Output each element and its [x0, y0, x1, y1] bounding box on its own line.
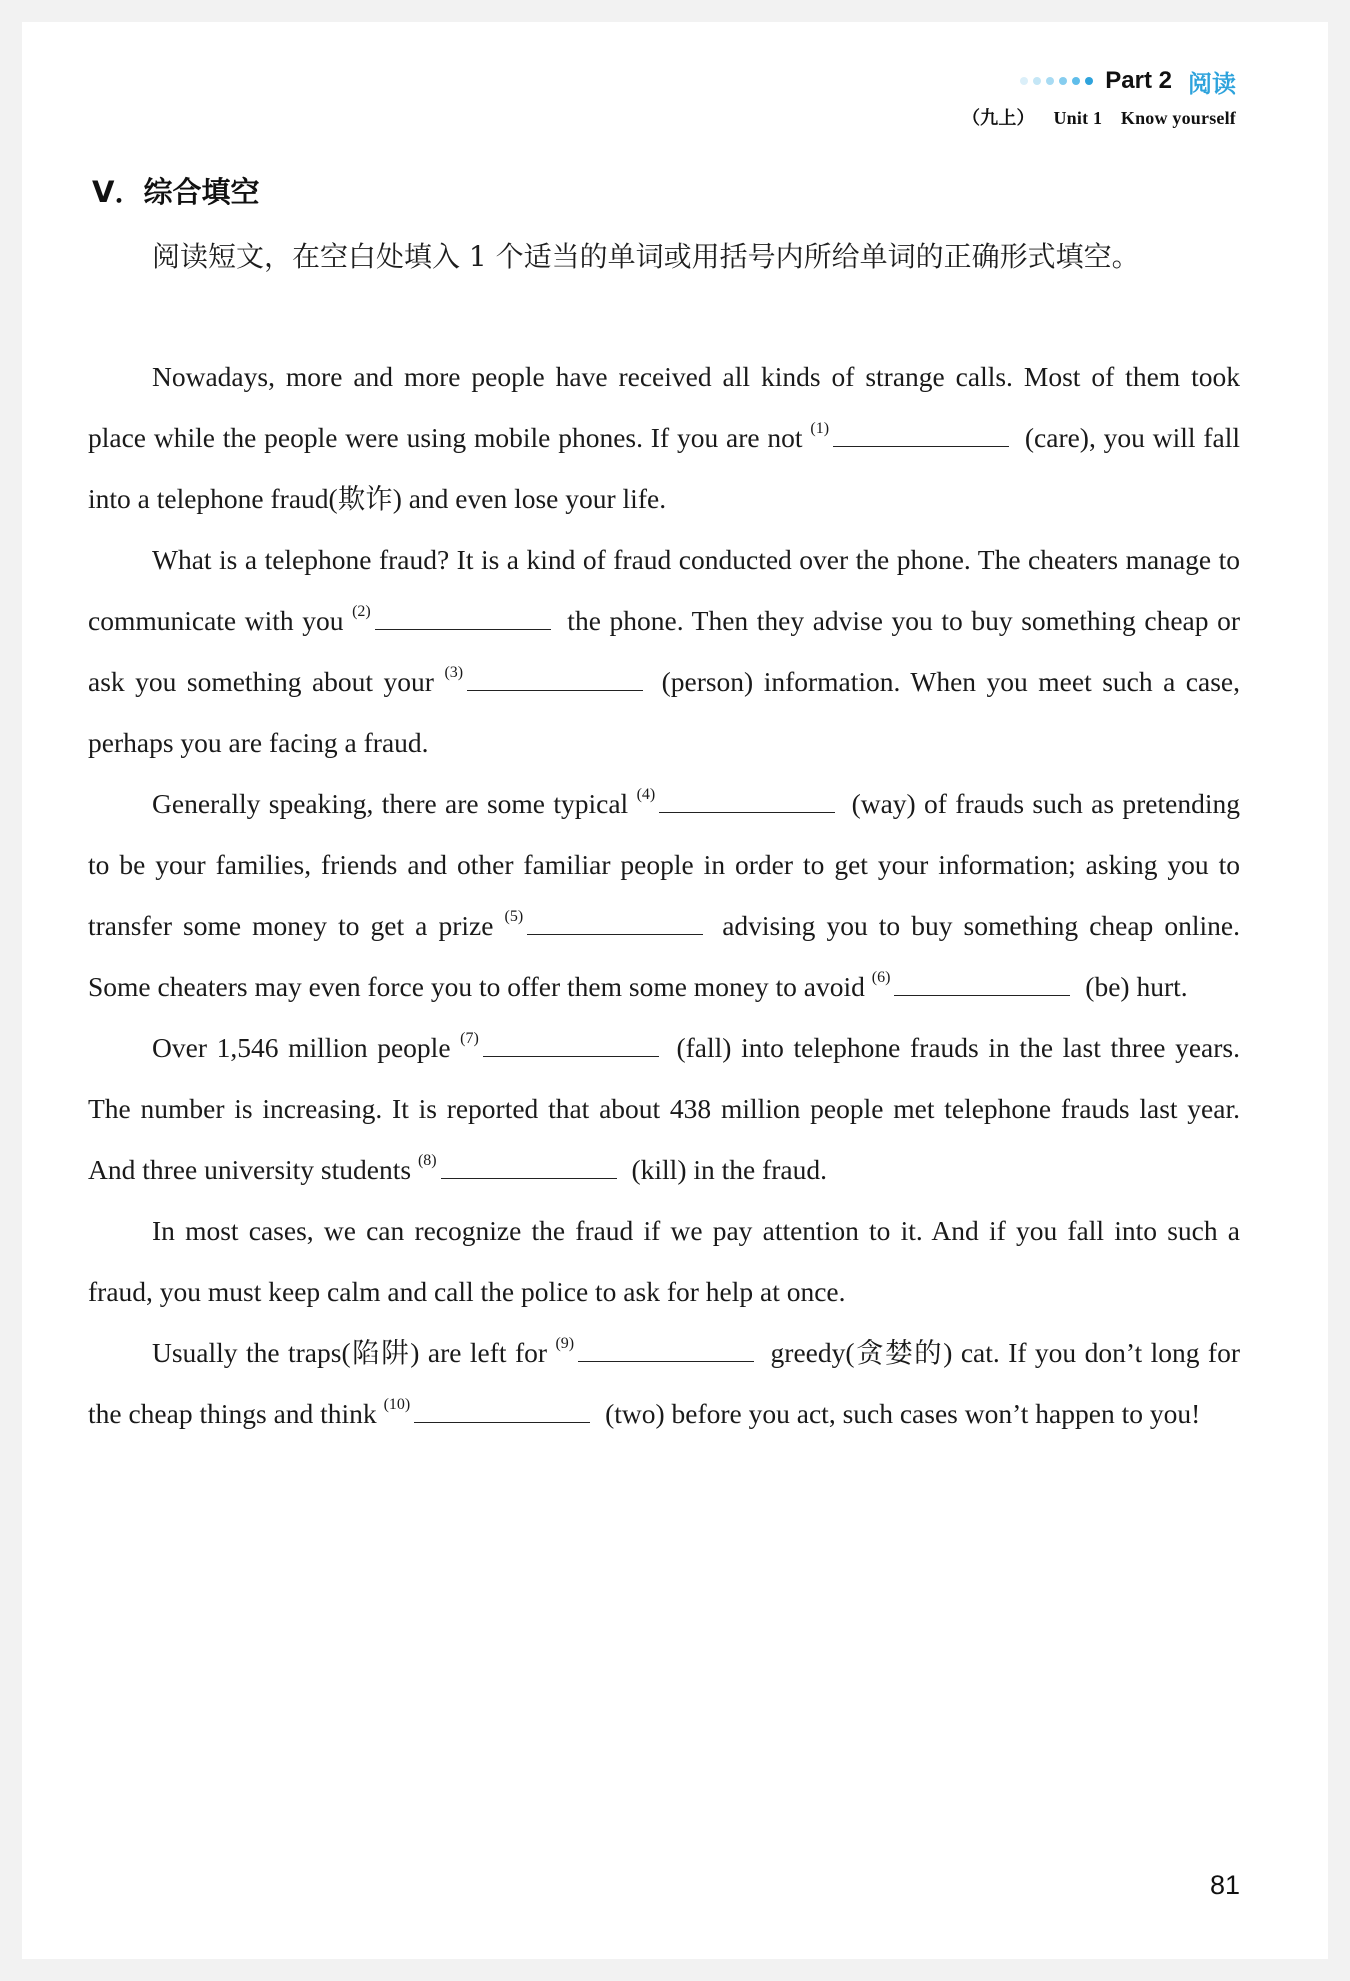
text-run: greedy(贪婪的) cat. If you don’t long for the cheap things and think	[88, 1337, 1240, 1429]
unit-title: Know yourself	[1120, 108, 1236, 128]
grade-label: （九上）	[961, 108, 1035, 128]
passage	[88, 346, 1240, 1444]
text-run: (kill) in the fraud.	[624, 1154, 827, 1185]
workbook-page	[22, 22, 1328, 1959]
text-run: the phone. Then they advise you to buy something cheap or ask you something about your	[88, 605, 1241, 697]
answer-blank-8[interactable]	[441, 1152, 617, 1179]
blank-number: (1)	[810, 420, 830, 437]
dot-icon	[1059, 77, 1067, 85]
text-run: (be) hurt.	[1078, 971, 1188, 1002]
answer-blank-9[interactable]	[578, 1335, 754, 1362]
answer-blank-1[interactable]	[833, 420, 1009, 447]
blank-number: (10)	[383, 1396, 411, 1413]
part-chinese-label: 阅读	[1188, 69, 1236, 98]
dot-icon	[1072, 77, 1080, 85]
text-run: Nowadays, more and more people have received all kinds of strange calls. Most of them took place while the people were using mobile phones. If you are not	[88, 361, 1240, 453]
blank-number: (5)	[504, 908, 524, 925]
decorative-dots	[1020, 77, 1093, 85]
text-run: Usually the traps(陷阱) are left for	[152, 1337, 556, 1368]
instructions: 阅读短文，在空白处填入 1 个适当的单词或用括号内所给单词的正确形式填空。	[152, 240, 1140, 273]
answer-blank-5[interactable]	[527, 908, 703, 935]
answer-blank-2[interactable]	[375, 603, 551, 630]
blank-number: (4)	[636, 786, 656, 803]
text-run: (way) of frauds such as pretending to be your families, friends and other familiar people in order to get your information; asking you to transfer some money to get a prize	[88, 788, 1240, 941]
page-number: 81	[1209, 1870, 1240, 1900]
text-run: Generally speaking, there are some typical	[152, 788, 637, 819]
header-part-line	[962, 64, 1236, 98]
header-unit-line	[962, 104, 1236, 130]
answer-blank-3[interactable]	[467, 664, 643, 691]
blank-number: (6)	[871, 969, 891, 986]
text-run: (person) information. When you meet such a case, perhaps you are facing a fraud.	[88, 666, 1240, 758]
paragraph-6	[88, 1322, 1240, 1444]
part-label: Part 2	[1105, 67, 1172, 94]
paragraph-4	[88, 1017, 1240, 1200]
dot-icon	[1085, 77, 1093, 85]
blank-number: (9)	[555, 1335, 575, 1352]
paragraph-1	[88, 346, 1240, 529]
text-run: (care), you will fall into a telephone fraud(欺诈) and even lose your life.	[88, 422, 1240, 514]
blank-number: (8)	[417, 1152, 437, 1169]
text-run: What is a telephone fraud? It is a kind of fraud conducted over the phone. The cheaters manage to communicate with you	[88, 544, 1240, 636]
paragraph-5	[88, 1200, 1240, 1322]
blank-number: (3)	[444, 664, 464, 681]
text-run: Over 1,546 million people	[152, 1032, 461, 1063]
text-run: (two) before you act, such cases won’t happen to you!	[598, 1398, 1201, 1429]
paragraph-3	[88, 773, 1240, 1017]
blank-number: (7)	[460, 1030, 479, 1047]
answer-blank-7[interactable]	[483, 1030, 659, 1057]
answer-blank-4[interactable]	[659, 786, 835, 813]
answer-blank-10[interactable]	[414, 1396, 590, 1423]
dot-icon	[1046, 77, 1054, 85]
blank-number: (2)	[352, 603, 371, 620]
unit-label: Unit 1	[1053, 108, 1103, 128]
dot-icon	[1020, 77, 1028, 85]
page-header	[962, 64, 1236, 130]
text-run: In most cases, we can recognize the fraud if we pay attention to it. And if you fall into such a fraud, you must keep calm and call the police to ask for help at once.	[88, 1215, 1240, 1307]
section-title: V．综合填空	[92, 175, 260, 209]
dot-icon	[1033, 77, 1041, 85]
answer-blank-6[interactable]	[894, 969, 1070, 996]
text-run: advising you to buy something cheap online. Some cheaters may even force you to offer them some money to avoid	[88, 910, 1240, 1002]
paragraph-2	[88, 529, 1240, 773]
text-run: (fall) into telephone frauds in the last three years. The number is increasing. It is reported that about 438 million people met telephone frauds last year. And three university students	[88, 1032, 1240, 1185]
